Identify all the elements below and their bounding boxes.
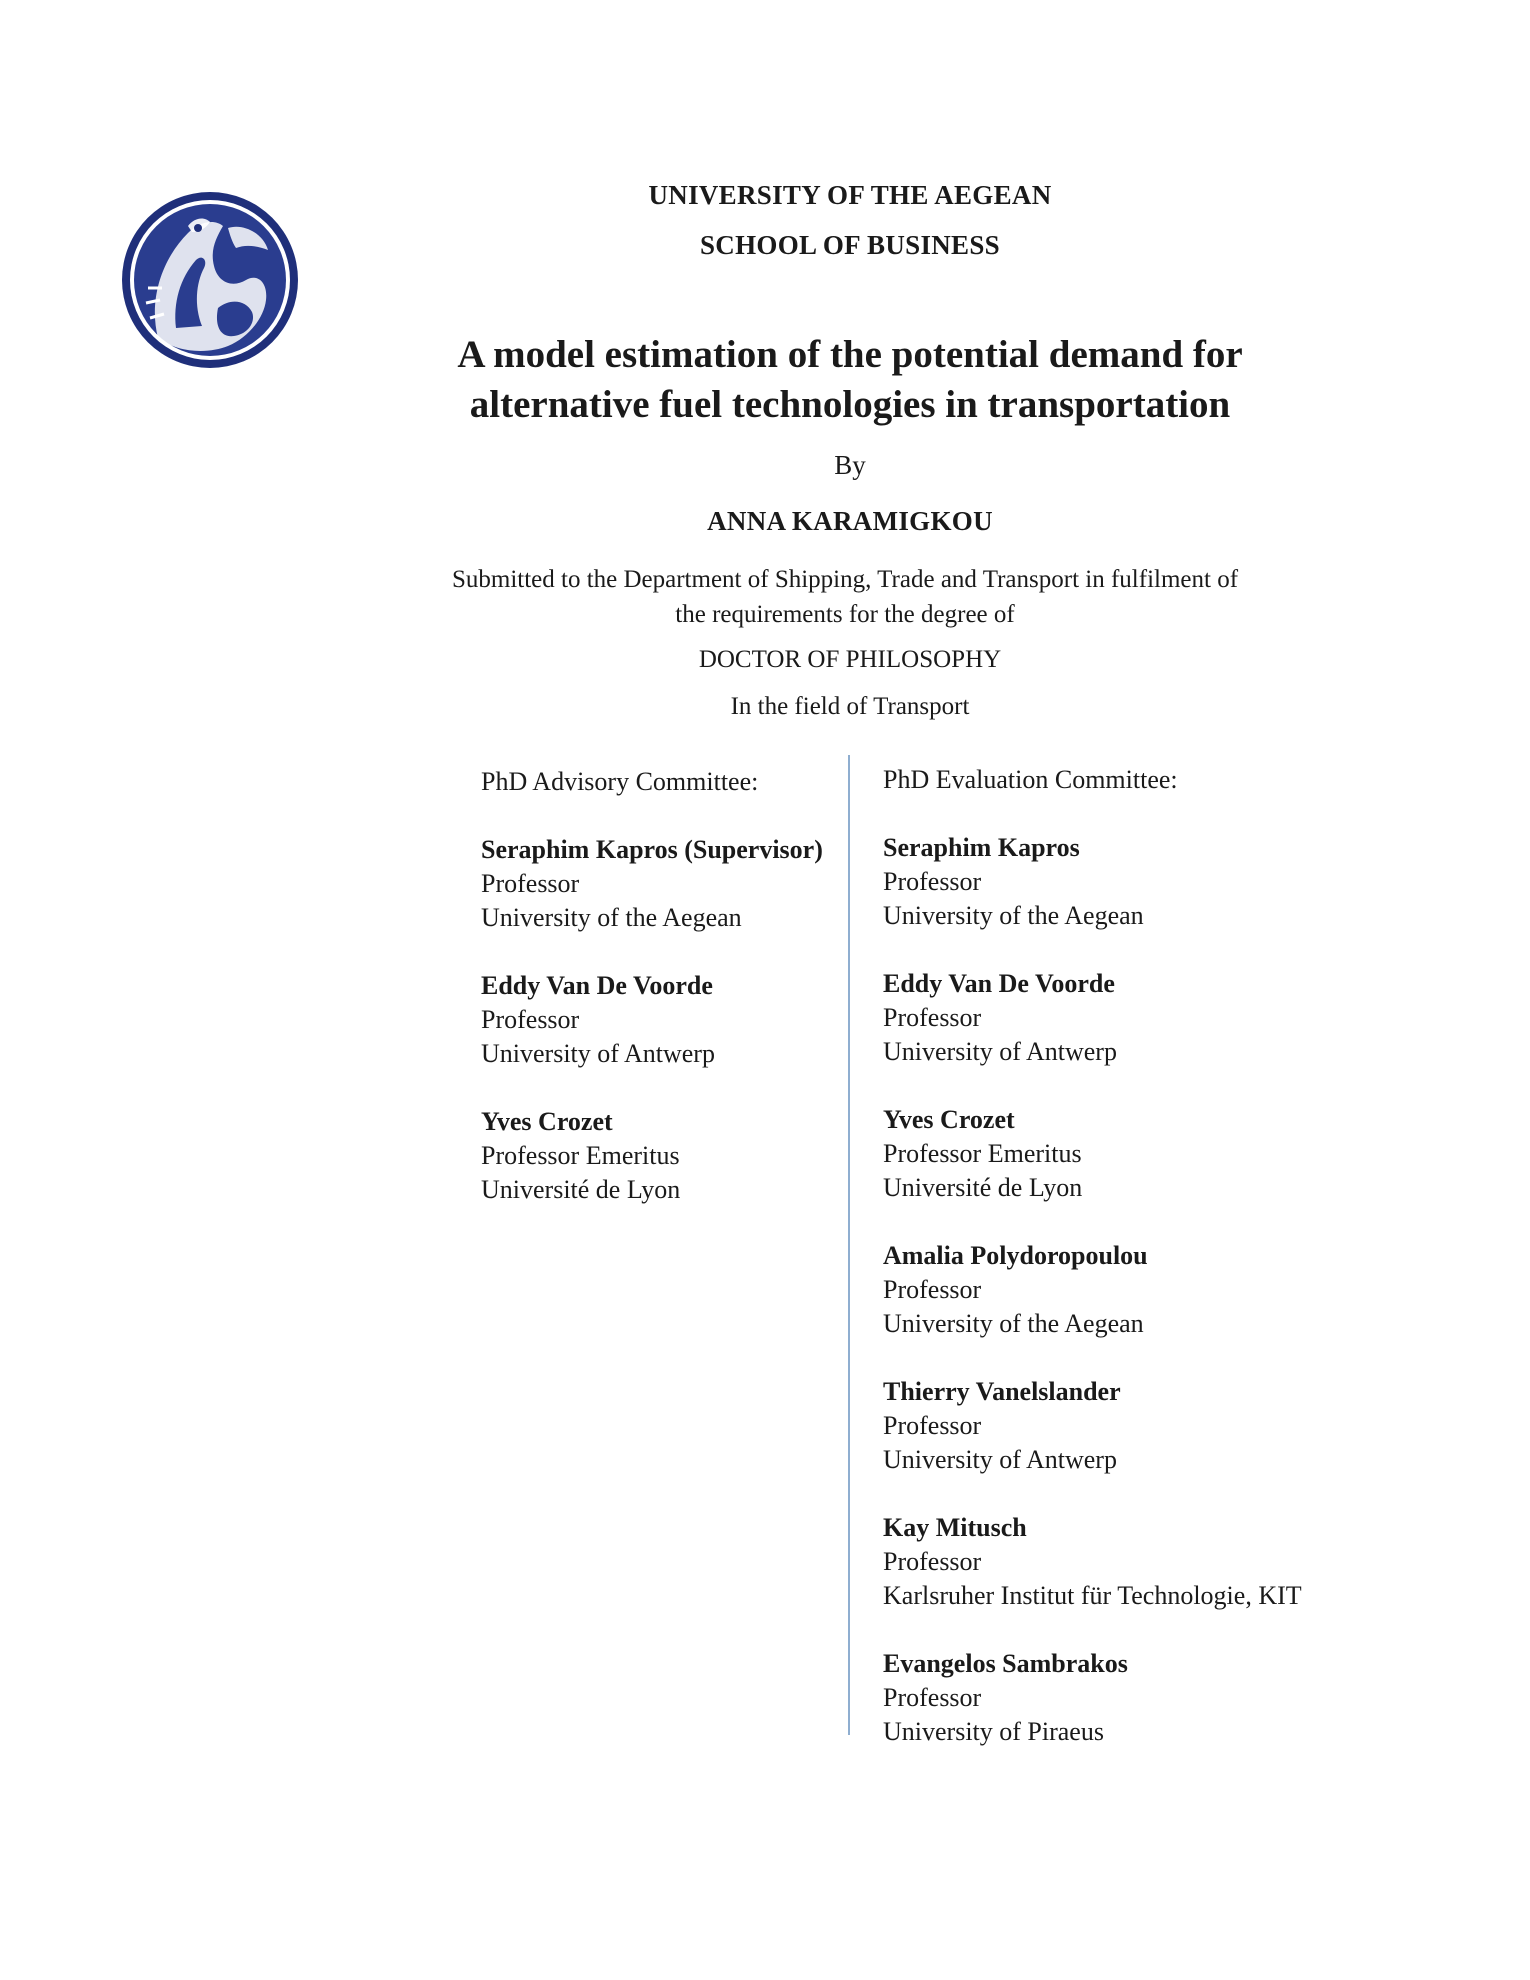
member-institution: University of the Aegean (883, 1309, 1144, 1338)
member-institution: Karlsruher Institut für Technologie, KIT (883, 1581, 1302, 1610)
committee-member (883, 1375, 1302, 1477)
thesis-title (450, 330, 1250, 430)
committee-member (481, 1105, 823, 1207)
member-role: Professor (883, 867, 982, 896)
member-role: Professor (883, 1003, 982, 1032)
member-role: Professor (481, 1005, 580, 1034)
submission-line: the requirements for the degree of (675, 601, 1015, 628)
member-role: Professor (883, 1547, 982, 1576)
committee-member (883, 1647, 1302, 1749)
member-name: Evangelos Sambrakos (883, 1649, 1128, 1678)
university-name: UNIVERSITY OF THE AEGEAN (648, 180, 1052, 210)
school-name: SCHOOL OF BUSINESS (699, 230, 1000, 260)
degree-name: DOCTOR OF PHILOSOPHY (698, 646, 1002, 673)
committee-member (481, 833, 823, 935)
advisory-committee-heading: PhD Advisory Committee: (481, 767, 759, 796)
submission-statement (445, 562, 1345, 632)
committee-member (883, 1511, 1302, 1613)
member-role: Professor Emeritus (883, 1139, 1082, 1168)
member-name: Eddy Van De Voorde (481, 971, 713, 1000)
thesis-title-line: alternative fuel technologies in transportation (469, 383, 1231, 426)
member-institution: University of the Aegean (883, 901, 1144, 930)
member-role: Professor (883, 1683, 982, 1712)
thesis-title-line: A model estimation of the potential demand for (457, 333, 1243, 376)
member-role: Professor Emeritus (481, 1141, 680, 1170)
advisory-committee (481, 765, 823, 1241)
committee-member (883, 831, 1302, 933)
member-institution: University of Antwerp (883, 1445, 1117, 1474)
university-seal-sphinx-icon (118, 188, 302, 372)
column-divider (848, 755, 850, 1735)
member-institution: University of the Aegean (481, 903, 742, 932)
member-institution: University of Antwerp (481, 1039, 715, 1068)
committee-member (883, 1103, 1302, 1205)
member-institution: Université de Lyon (883, 1173, 1083, 1202)
submission-line: Submitted to the Department of Shipping, Trade and Transport in fulfilment of (451, 566, 1239, 593)
member-role: Professor (481, 869, 580, 898)
member-role: Professor (883, 1411, 982, 1440)
member-name: Seraphim Kapros (883, 833, 1080, 862)
committee-member (481, 969, 823, 1071)
member-institution: University of Antwerp (883, 1037, 1117, 1066)
member-name: Yves Crozet (481, 1107, 613, 1136)
member-name: Thierry Vanelslander (883, 1377, 1121, 1406)
author-name: ANNA KARAMIGKOU (707, 506, 993, 536)
member-name: Eddy Van De Voorde (883, 969, 1115, 998)
committee-member (883, 967, 1302, 1069)
evaluation-committee (883, 763, 1302, 1783)
member-name: Yves Crozet (883, 1105, 1015, 1134)
by-label: By (834, 450, 866, 480)
committee-member (883, 1239, 1302, 1341)
member-institution: University of Piraeus (883, 1717, 1104, 1746)
member-name: Amalia Polydoropoulou (883, 1241, 1148, 1270)
field-of-study: In the field of Transport (730, 693, 970, 720)
member-name: Kay Mitusch (883, 1513, 1027, 1542)
member-name: Seraphim Kapros (Supervisor) (481, 835, 823, 864)
evaluation-committee-heading: PhD Evaluation Committee: (883, 765, 1178, 794)
member-institution: Université de Lyon (481, 1175, 681, 1204)
member-role: Professor (883, 1275, 982, 1304)
